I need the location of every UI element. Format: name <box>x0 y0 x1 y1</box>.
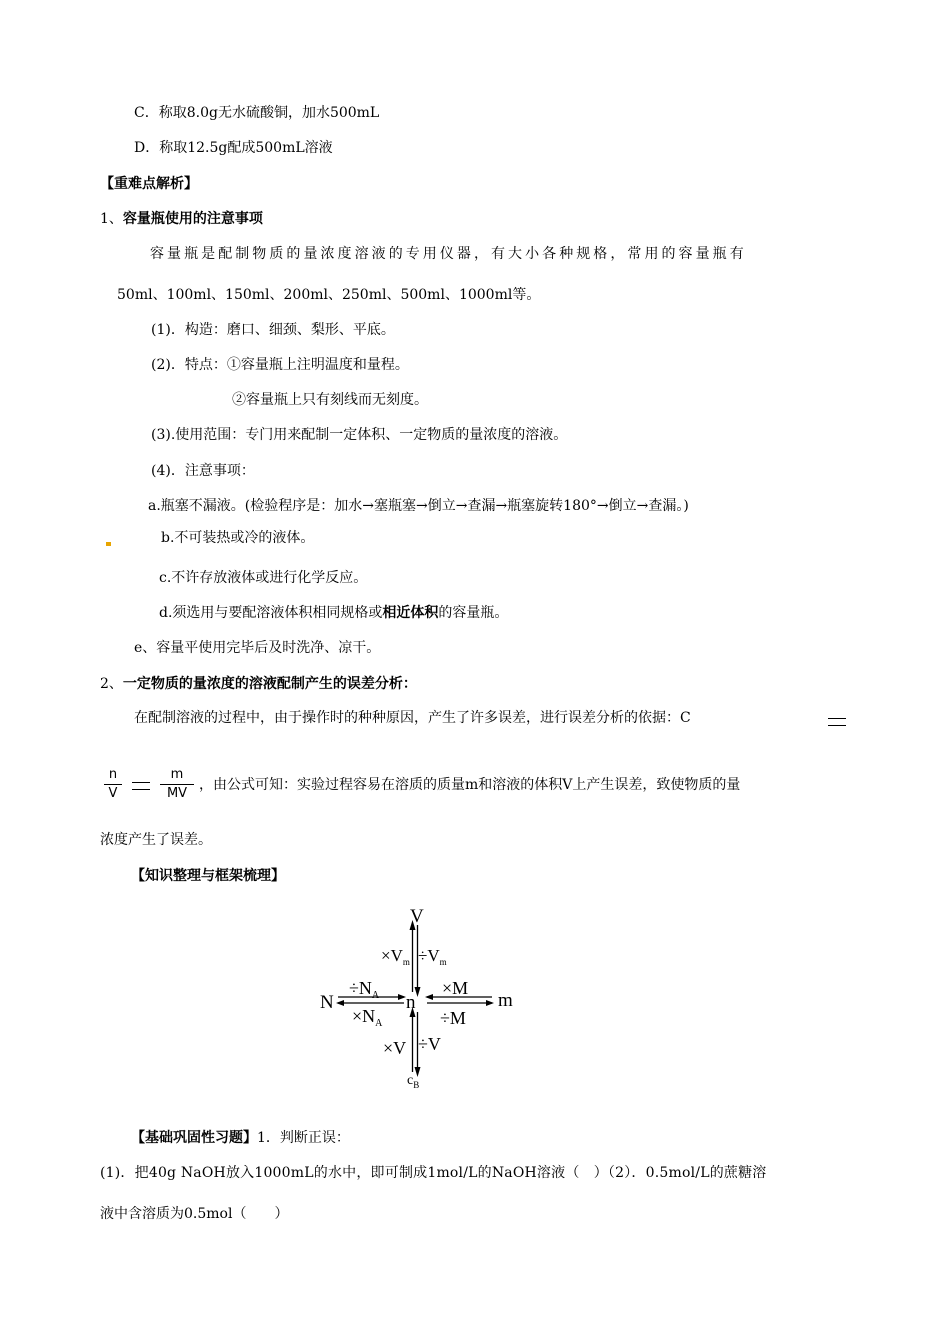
question-1-line-2: 液中含溶质为0.5mol（ ） <box>100 1206 289 1222</box>
para-flask-sizes: 50ml、100ml、150ml、200ml、250ml、500ml、1000ml等。 <box>117 287 541 303</box>
fraction-1-numerator: n <box>108 767 118 782</box>
item-precautions: (4)．注意事项： <box>151 463 255 479</box>
exercise-heading <box>131 1128 350 1148</box>
note-d-start: d.须选用与要配溶液体积相同规格或 <box>159 605 383 621</box>
note-d-end: 的容量瓶。 <box>438 605 509 621</box>
item-features-2: ②容量瓶上只有刻线而无刻度。 <box>232 392 428 408</box>
label-times-na: $\times N_A$ <box>352 1006 383 1029</box>
node-n-particles: N <box>320 992 334 1013</box>
para-error-analysis: 在配制溶液的过程中，由于操作时的种种原因，产生了许多误差，进行误差分析的依据：C <box>134 710 691 726</box>
note-d-emphasis: 相近体积 <box>382 605 439 621</box>
label-div-m: ÷M <box>440 1008 466 1028</box>
para-concentration-error: 浓度产生了误差。 <box>100 832 212 848</box>
node-cb: $c_B$ <box>407 1073 420 1090</box>
note-a: a.瓶塞不漏液。(检验程序是：加水→塞瓶塞→倒立→查漏→瓶塞旋转180°→倒立→查漏。) <box>148 498 689 514</box>
note-c: c.不许存放液体或进行化学反应。 <box>159 570 368 586</box>
option-d: D．称取12.5g配成500mL溶液 <box>134 140 333 156</box>
heading-basic-exercises: 【基础巩固性习题】 <box>131 1130 257 1146</box>
fraction-2-denominator: MV <box>166 786 188 801</box>
item-usage-scope: (3).使用范围：专门用来配制一定体积、一定物质的量浓度的溶液。 <box>151 427 568 443</box>
label-times-m: ×M <box>442 978 469 998</box>
section-1-number: 1、 <box>100 211 123 227</box>
label-times-v: ×V <box>383 1038 407 1058</box>
heading-knowledge-framework: 【知识整理与框架梳理】 <box>131 868 285 884</box>
note-e: e、容量平使用完毕后及时洗净、凉干。 <box>134 640 381 656</box>
note-b: b.不可装热或冷的液体。 <box>161 530 315 546</box>
label-times-vm: $\times V_m$ <box>381 946 410 967</box>
label-div-v: ÷V <box>418 1034 441 1054</box>
option-c: C．称取8.0g无水硫酸铜，加水500mL <box>134 105 380 121</box>
item-features: (2)．特点：①容量瓶上注明温度和量程。 <box>151 357 409 373</box>
question-1-line-1: (1)．把40g NaOH放入1000mL的水中，即可制成1mol/L的NaOH溶液（ ）（2）．0.5mol/L的蔗糖溶 <box>100 1165 767 1181</box>
para-volumetric-flask: 容量瓶是配制物质的量浓度溶液的专用仪器，有大小各种规格，常用的容量瓶有 <box>150 246 747 262</box>
section-2-title: 一定物质的量浓度的溶液配制产生的误差分析： <box>122 676 417 692</box>
node-m: m <box>498 990 513 1011</box>
label-div-na: $\div N_A$ <box>349 978 380 1001</box>
node-n-moles: n <box>406 992 416 1013</box>
fraction-2-numerator: m <box>170 767 184 782</box>
exercise-intro: 1．判断正误： <box>257 1130 350 1146</box>
label-div-vm: $\div V_m$ <box>418 946 447 967</box>
item-structure: (1)．构造：磨口、细颈、梨形、平底。 <box>151 322 395 338</box>
heading-key-points: 【重难点解析】 <box>100 176 198 192</box>
node-v: V <box>410 906 424 927</box>
para-formula-explanation: ，由公式可知：实验过程容易在溶质的质量m和溶液的体积V上产生误差，致使物质的量 <box>199 777 741 793</box>
section-2-number: 2、 <box>100 676 123 692</box>
fraction-1-denominator: V <box>108 786 118 801</box>
section-1-title: 容量瓶使用的注意事项 <box>122 211 263 227</box>
